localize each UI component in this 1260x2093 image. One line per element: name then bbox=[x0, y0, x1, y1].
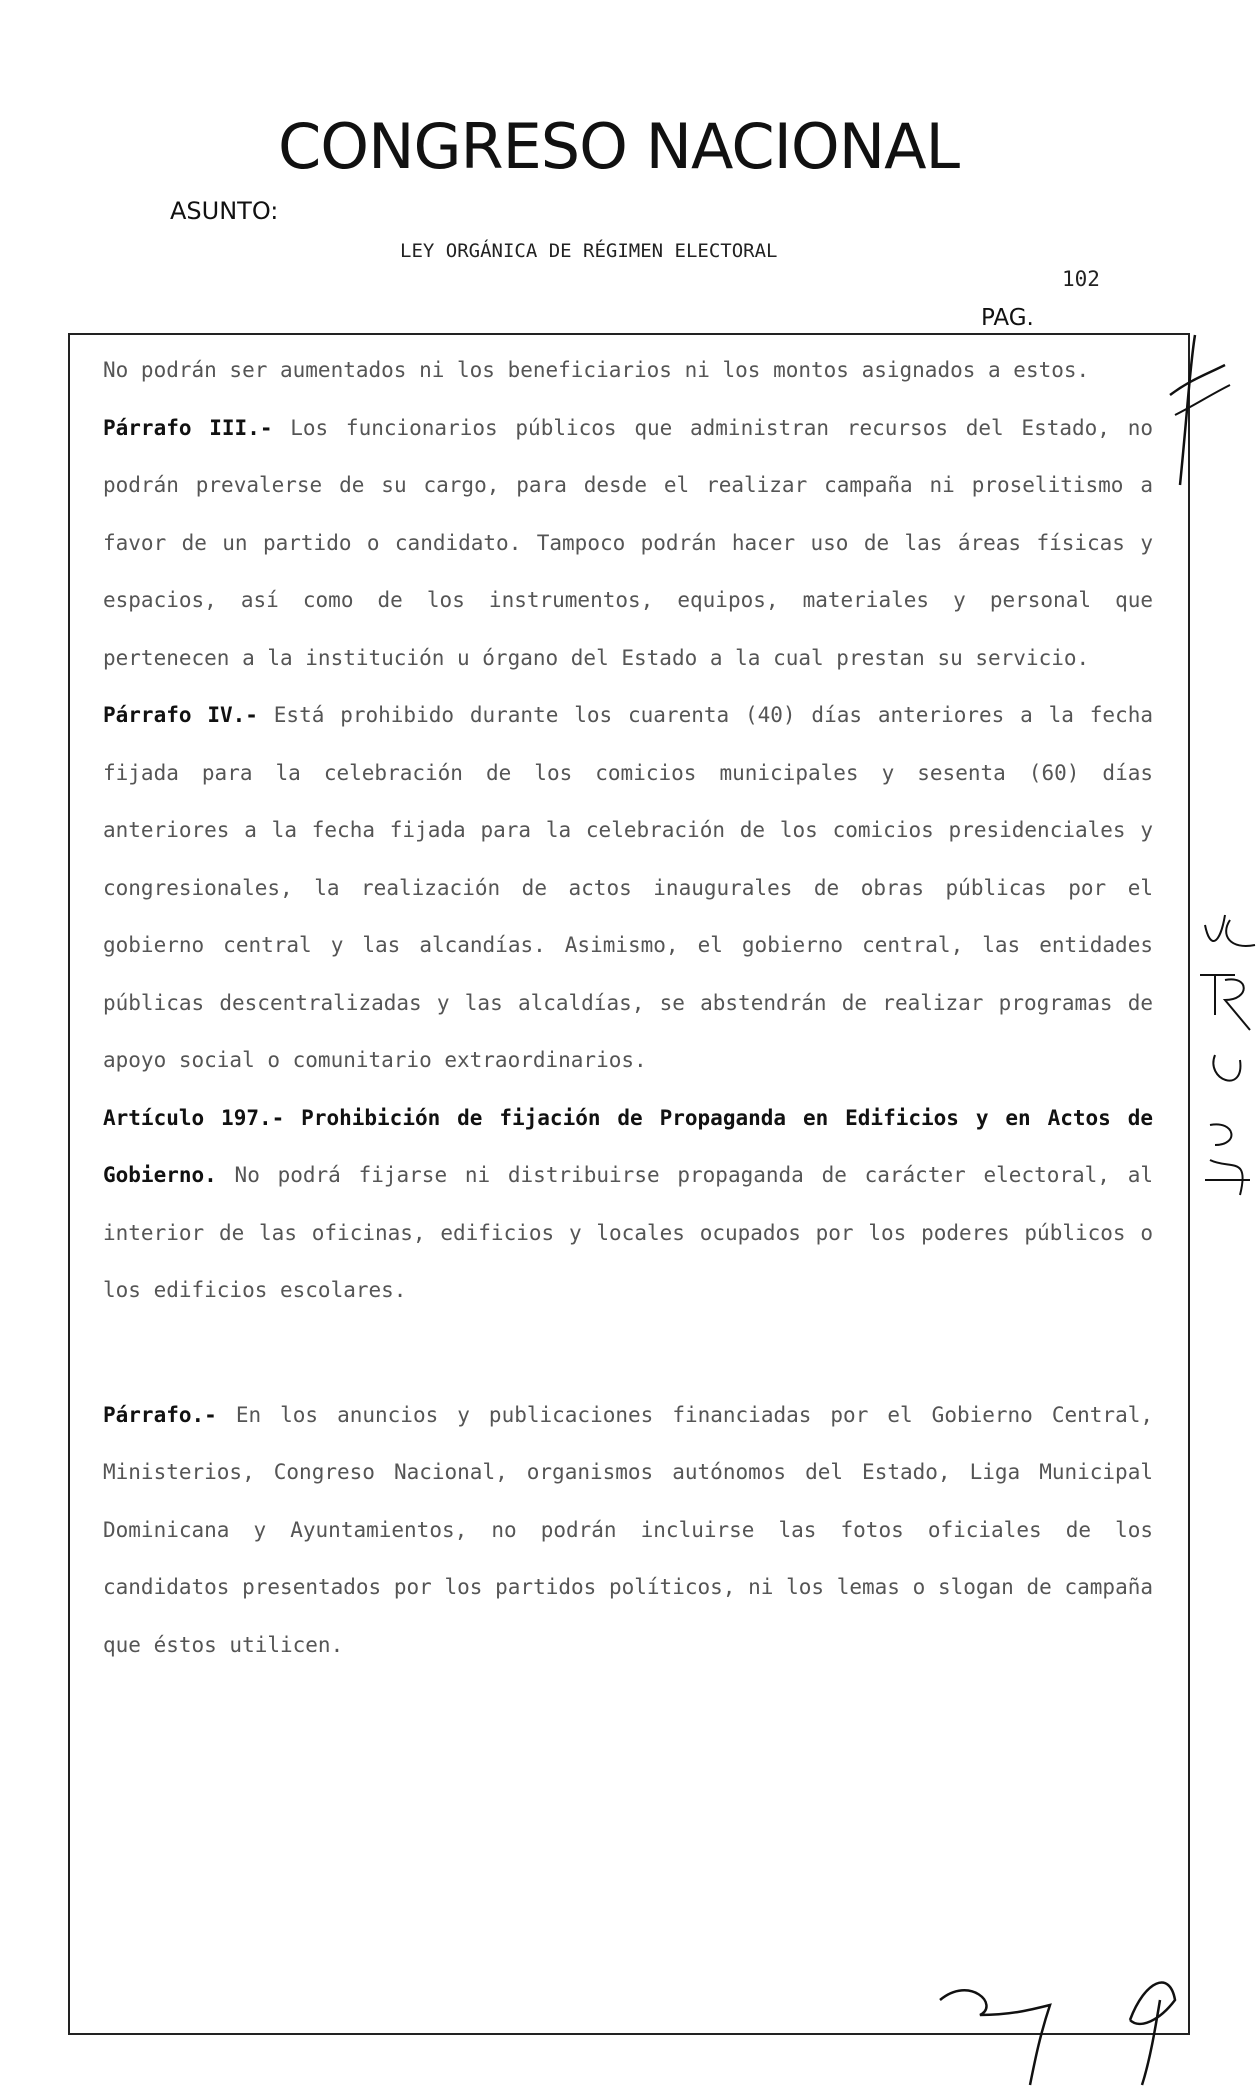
asunto-value: LEY ORGÁNICA DE RÉGIMEN ELECTORAL bbox=[400, 240, 778, 262]
spacer bbox=[103, 1320, 1153, 1387]
paragraph-iii bbox=[103, 400, 1153, 688]
article-heading: Artículo 197.- Prohibición de fijación de Propaganda en Edificios y en Actos de Gobierno. bbox=[103, 1105, 1153, 1187]
handwritten-initial-mark bbox=[1150, 325, 1240, 495]
paragraph-text: No podrá fijarse ni distribuirse propaganda de carácter electoral, al interior de las oficinas, edificios y locales ocupados por los poderes públicos o los edificios escolares. bbox=[103, 1163, 1153, 1302]
handwritten-footer-marks bbox=[930, 1960, 1230, 2090]
page-number: 102 bbox=[1062, 267, 1100, 291]
paragraph-text: En los anuncios y publicaciones financiadas por el Gobierno Central, Ministerios, Congreso Nacional, organismos autónomos del Estado, Liga Municipal Dominicana y Ayuntamientos, no podrán incluirse las fotos oficiales de los candidatos presentados por los partidos políticos, ni los lemas o slogan de campaña que éstos utilicen. bbox=[103, 1402, 1153, 1657]
paragraph-heading: Párrafo.- bbox=[103, 1402, 217, 1427]
pag-label: PAG. bbox=[981, 305, 1034, 331]
paragraph-text: No podrán ser aumentados ni los beneficiarios ni los montos asignados a estos. bbox=[103, 358, 1090, 382]
asunto-label: ASUNTO: bbox=[170, 197, 279, 225]
paragraph-iv bbox=[103, 687, 1153, 1090]
paragraph-text: Está prohibido durante los cuarenta (40) días anteriores a la fecha fijada para la celebración de los comicios municipales y sesenta (60) días anteriores a la fecha fijada para la celebración de los comicios presidenciales y congresionales, la realización de actos inaugurales de obras públicas por el gobierno central y las alcandías. Asimismo, el gobierno central, las entidades públicas descentralizadas y las alcaldías, se abstendrán de realizar programas de apoyo social o comunitario extraordinarios. bbox=[103, 703, 1154, 1072]
paragraph-text: Los funcionarios públicos que administran recursos del Estado, no podrán prevalerse de su cargo, para desde el realizar campaña ni proselitismo a favor de un partido o candidato. Tampoco podrán hacer uso de las áreas físicas y espacios, así como de los instrumentos, equipos, materiales y personal que pertenecen a la institución u órgano del Estado a la cual prestan su servicio. bbox=[103, 415, 1153, 670]
paragraph-heading: Párrafo III.- bbox=[103, 415, 273, 440]
document-body bbox=[103, 342, 1153, 1674]
institution-title: CONGRESO NACIONAL bbox=[278, 110, 960, 183]
handwritten-signatures bbox=[1195, 905, 1260, 1205]
paragraph-heading: Párrafo IV.- bbox=[103, 703, 258, 727]
article-197 bbox=[103, 1090, 1153, 1320]
paragraph-final bbox=[103, 1387, 1153, 1675]
paragraph-continuation bbox=[103, 342, 1153, 400]
